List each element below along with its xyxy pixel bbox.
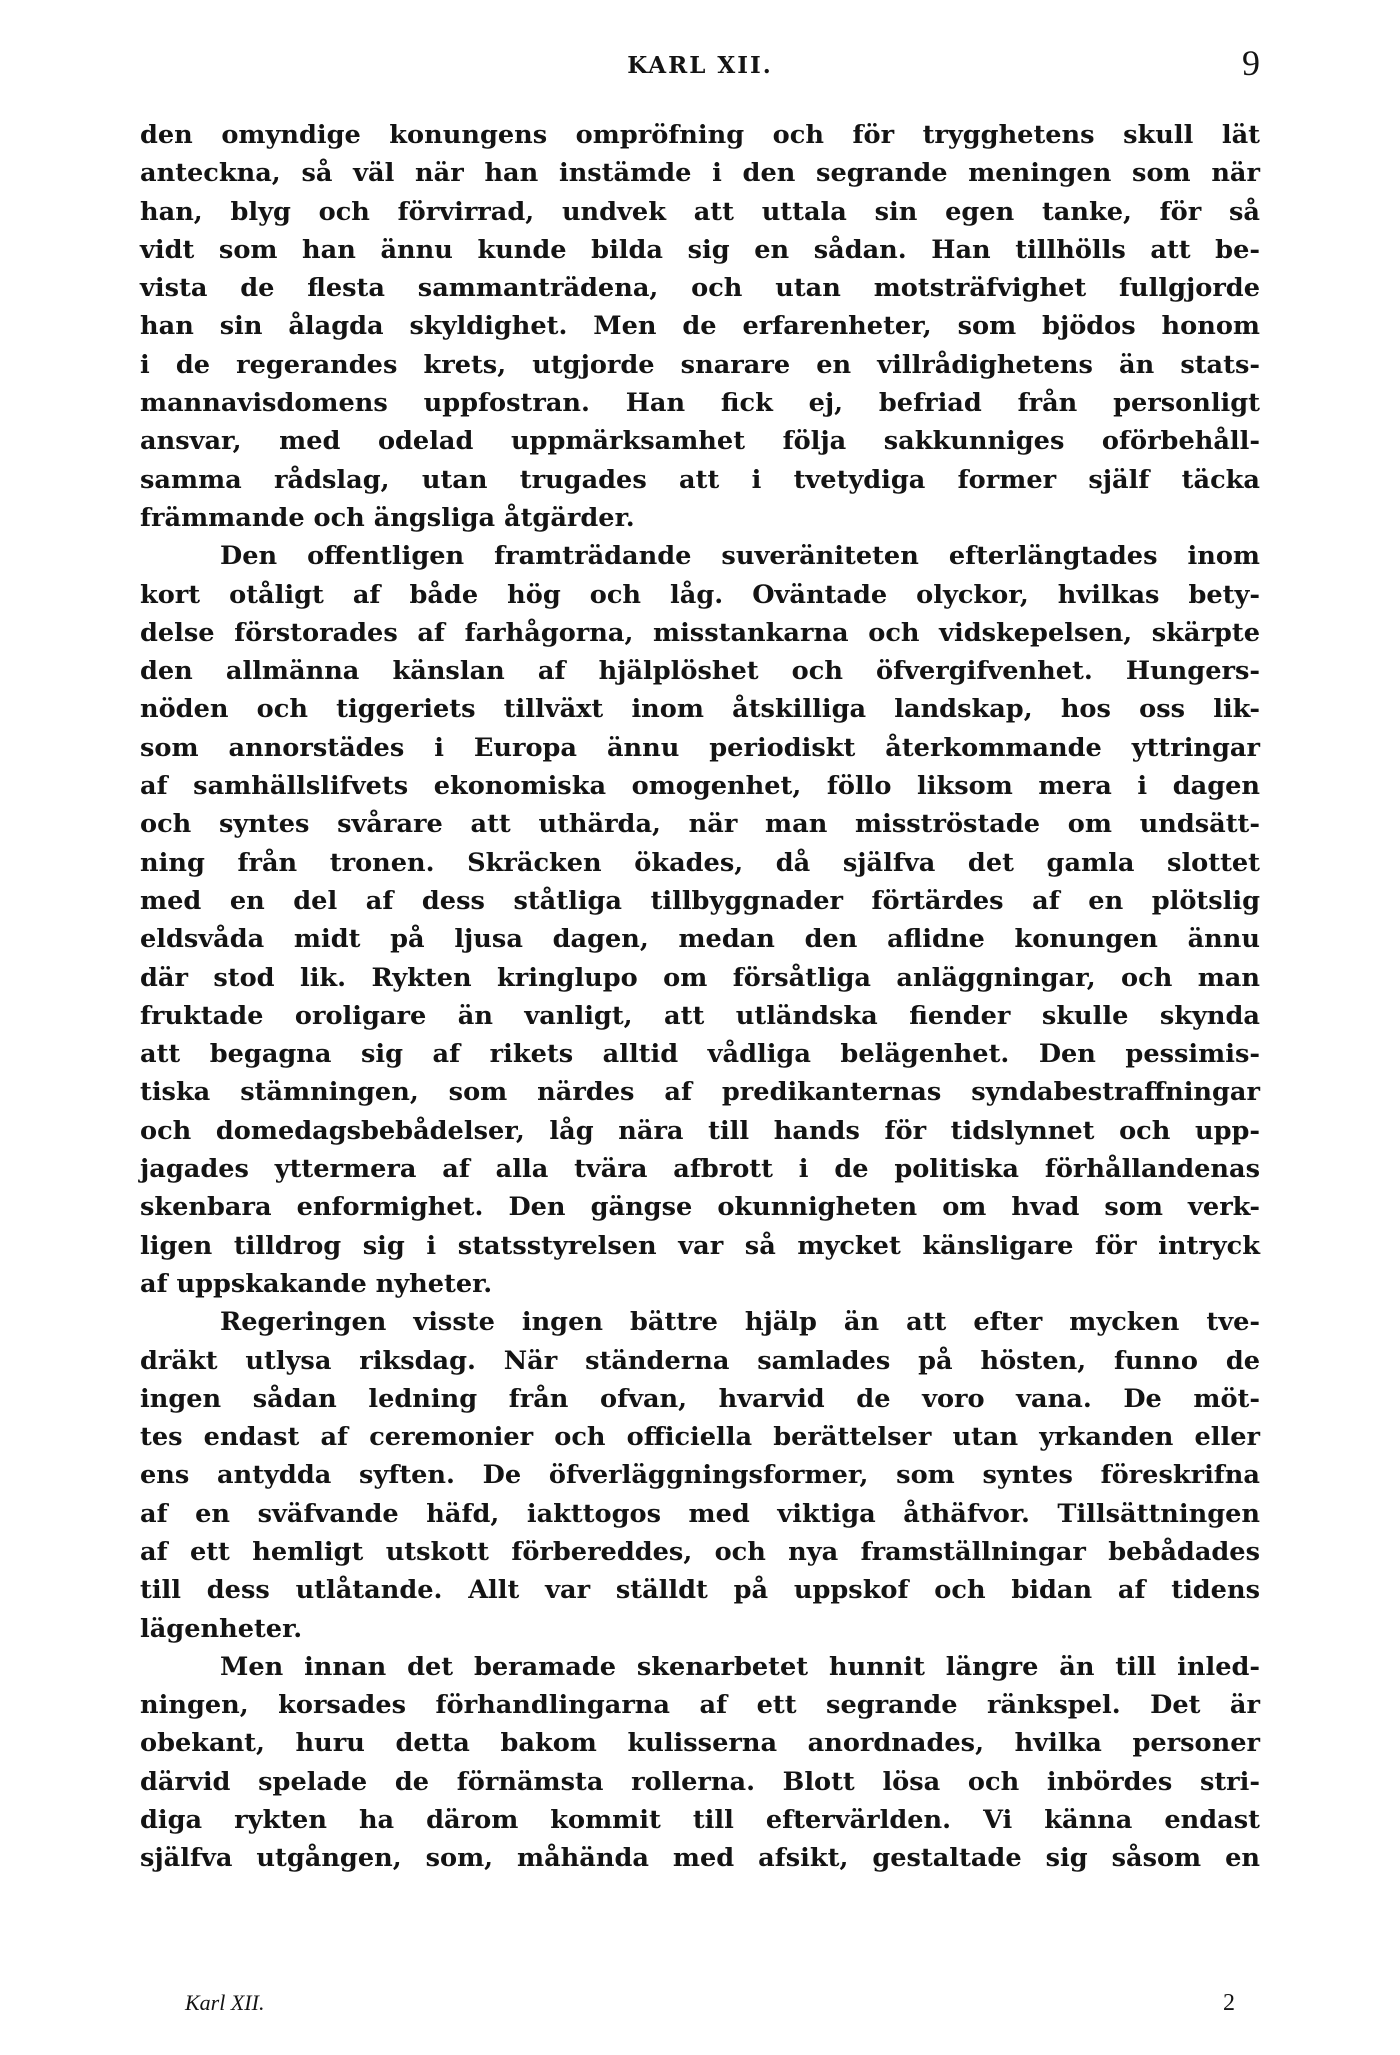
text-line: skenbara enformighet. Den gängse okunnigheten om hvad som verk- — [140, 1192, 1260, 1223]
text-line: kort otåligt af både hög och låg. Oväntade olyckor, hvilkas bety- — [140, 579, 1260, 610]
text-line: mannavisdomens uppfostran. Han fick ej, befriad från personligt — [140, 388, 1260, 419]
text-line: tiska stämningen, som närdes af predikanternas syndabestraffningar — [140, 1077, 1260, 1108]
text-line: främmande och ängsliga åtgärder. — [140, 502, 635, 533]
text-line: att begagna sig af rikets alltid vådliga belägenhet. Den pessimis- — [140, 1039, 1260, 1070]
paragraph — [140, 1303, 1260, 1648]
text-line: fruktade oroligare än vanligt, att utländska fiender skulle skynda — [140, 1000, 1260, 1031]
text-line: ansvar, med odelad uppmärksamhet följa sakkunniges oförbehåll- — [140, 426, 1260, 457]
text-line: dräkt utlysa riksdag. När ständerna samlades på hösten, funno de — [140, 1345, 1260, 1376]
text-line: han, blyg och förvirrad, undvek att uttala sin egen tanke, för så — [140, 196, 1260, 227]
text-line: ens antydda syften. De öfverläggningsformer, som syntes föreskrifna — [140, 1460, 1260, 1491]
text-line: ligen tilldrog sig i statsstyrelsen var så mycket känsligare för intryck — [140, 1230, 1260, 1261]
text-line: af en sväfvande häfd, iakttogos med viktiga åthäfvor. Tillsättningen — [140, 1498, 1260, 1529]
text-line: lägenheter. — [140, 1613, 303, 1644]
text-line: obekant, huru detta bakom kulisserna anordnades, hvilka personer — [140, 1728, 1260, 1759]
paragraph — [140, 116, 1260, 537]
page-footer — [185, 1990, 1235, 2026]
text-line: i de regerandes krets, utgjorde snarare en villrådighetens än stats- — [140, 349, 1260, 380]
body-text — [140, 116, 1260, 1878]
text-line: med en del af dess ståtliga tillbyggnader förtärdes af en plötslig — [140, 885, 1260, 916]
text-line: anteckna, så väl när han instämde i den segrande meningen som när — [140, 158, 1260, 189]
text-line: och domedagsbebådelser, låg nära till hands för tidslynnet och upp- — [140, 1115, 1260, 1146]
text-line: därvid spelade de förnämsta rollerna. Blott lösa och inbördes stri- — [140, 1766, 1260, 1797]
text-line: till dess utlåtande. Allt var ställdt på uppskof och bidan af tidens — [140, 1575, 1260, 1606]
text-line: diga rykten ha därom kommit till eftervärlden. Vi känna endast — [140, 1805, 1260, 1836]
paragraph — [140, 1648, 1260, 1878]
text-line: Regeringen visste ingen bättre hjälp än att efter mycken tve- — [220, 1307, 1260, 1338]
text-line: den allmänna känslan af hjälplöshet och öfvergifvenhet. Hungers- — [140, 656, 1260, 687]
text-line: ning från tronen. Skräcken ökades, då själfva det gamla slottet — [140, 847, 1260, 878]
text-line: som annorstädes i Europa ännu periodiskt återkommande yttringar — [140, 732, 1260, 763]
text-line: den omyndige konungens ompröfning och för trygghetens skull lät — [140, 120, 1260, 150]
text-line: där stod lik. Rykten kringlupo om försåtliga anläggningar, och man — [140, 962, 1260, 993]
text-line: tes endast af ceremonier och officiella berättelser utan yrkanden eller — [140, 1422, 1260, 1453]
text-line: nöden och tiggeriets tillväxt inom åtskilliga landskap, hos oss lik- — [140, 694, 1260, 725]
text-line: Men innan det beramade skenarbetet hunnit längre än till inled- — [220, 1651, 1260, 1682]
text-line: Den offentligen framträdande suveräniteten efterlängtades inom — [220, 541, 1260, 572]
text-line: vista de flesta sammanträdena, och utan motsträfvighet fullgjorde — [140, 273, 1260, 304]
paragraph — [140, 537, 1260, 1303]
text-line: ingen sådan ledning från ofvan, hvarvid de voro vana. De möt- — [140, 1383, 1260, 1414]
text-line: ningen, korsades förhandlingarna af ett segrande ränkspel. Det är — [140, 1690, 1260, 1721]
running-title: KARL XII. — [627, 52, 773, 79]
text-line: och syntes svårare att uthärda, när man misströstade om undsätt- — [140, 809, 1260, 840]
text-line: samma rådslag, utan trugades att i tvetydiga former själf täcka — [140, 464, 1260, 495]
sheet-number: 2 — [1223, 1990, 1235, 2016]
text-line: vidt som han ännu kunde bilda sig en sådan. Han tillhölls att be- — [140, 234, 1260, 265]
text-line: jagades yttermera af alla tvära afbrott i de politiska förhållandenas — [140, 1154, 1260, 1185]
text-line: delse förstorades af farhågorna, misstankarna och vidskepelsen, skärpte — [140, 617, 1260, 648]
text-line: af uppskakande nyheter. — [140, 1268, 493, 1299]
text-line: af samhällslifvets ekonomiska omogenhet, föllo liksom mera i dagen — [140, 771, 1260, 802]
page-number: 9 — [1242, 43, 1260, 83]
text-line: af ett hemligt utskott förbereddes, och nya framställningar bebådades — [140, 1536, 1260, 1567]
text-line: själfva utgången, som, måhända med afsikt, gestaltade sig såsom en — [140, 1843, 1260, 1874]
text-line: han sin ålagda skyldighet. Men de erfarenheter, som bjödos honom — [140, 311, 1260, 342]
signature-mark: Karl XII. — [185, 1990, 265, 2015]
running-head — [140, 42, 1260, 86]
text-line: eldsvåda midt på ljusa dagen, medan den aflidne konungen ännu — [140, 924, 1260, 955]
